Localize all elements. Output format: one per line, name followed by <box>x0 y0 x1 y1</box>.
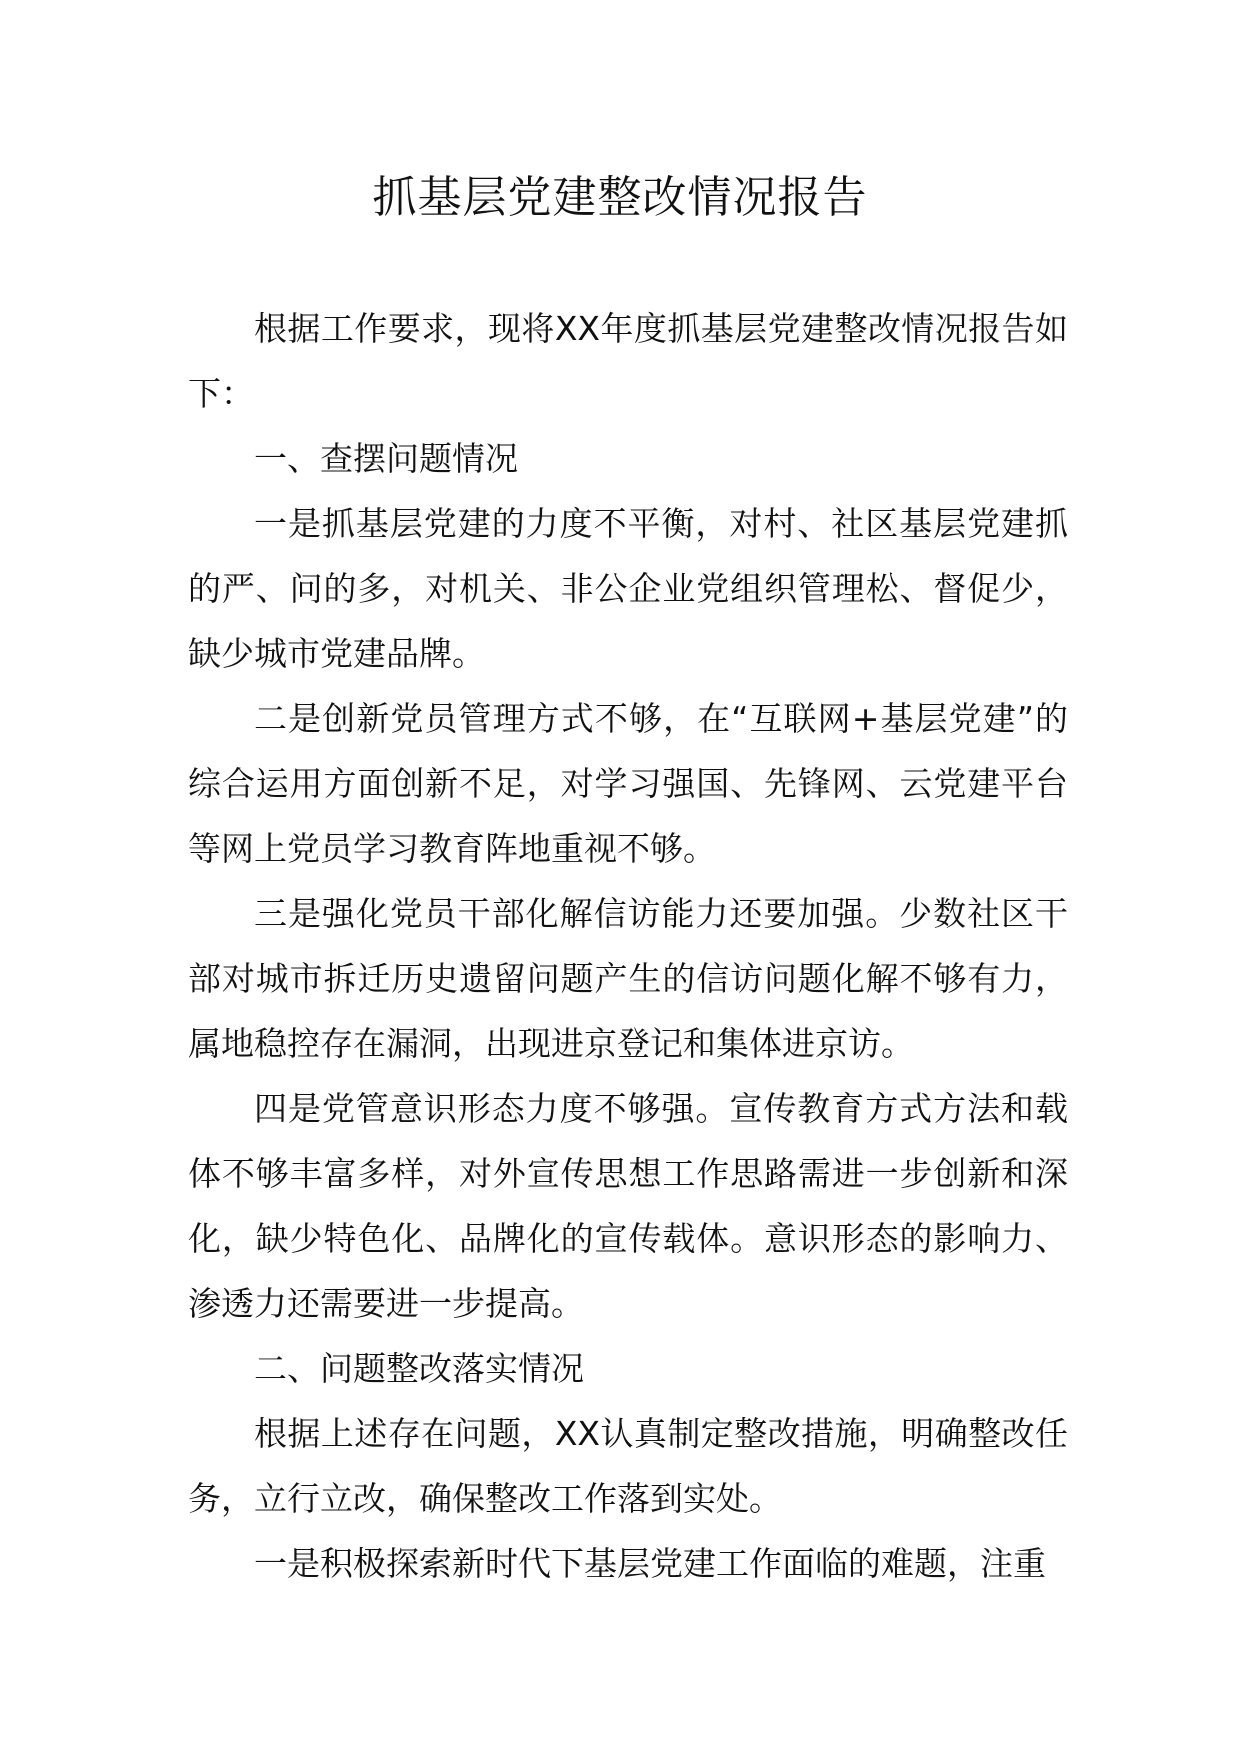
document-title: 抓基层党建整改情况报告 <box>372 172 868 223</box>
paragraph-rectification-intro: 根据上述存在问题，XX认真制定整改措施，明确整改任务，立行立改，确保整改工作落到实处。 <box>188 1414 1068 1518</box>
paragraph-intro: 根据工作要求，现将XX年度抓基层党建整改情况报告如下： <box>188 309 1068 413</box>
paragraph-issue-4: 四是党管意识形态力度不够强。宣传教育方式方法和载体不够丰富多样，对外宣传思想工作思路需进一步创新和深化，缺少特色化、品牌化的宣传载体。意识形态的影响力、渗透力还需要进一步提高。 <box>188 1089 1068 1323</box>
paragraph-rectification-1: 一是积极探索新时代下基层党建工作面临的难题，注重 <box>254 1544 1046 1583</box>
paragraph-issue-1: 一是抓基层党建的力度不平衡，对村、社区基层党建抓的严、问的多，对机关、非公企业党组织管理松、督促少，缺少城市党建品牌。 <box>188 504 1068 673</box>
section-heading-2: 二、问题整改落实情况 <box>254 1349 584 1388</box>
paragraph-issue-3: 三是强化党员干部化解信访能力还要加强。少数社区干部对城市拆迁历史遗留问题产生的信访问题化解不够有力，属地稳控存在漏洞，出现进京登记和集体进京访。 <box>188 894 1068 1063</box>
paragraph-issue-2: 二是创新党员管理方式不够，在“互联网+基层党建”的综合运用方面创新不足，对学习强国、先锋网、云党建平台等网上党员学习教育阵地重视不够。 <box>188 699 1068 868</box>
document-body <box>188 296 1068 1596</box>
section-heading-1: 一、查摆问题情况 <box>254 439 518 478</box>
